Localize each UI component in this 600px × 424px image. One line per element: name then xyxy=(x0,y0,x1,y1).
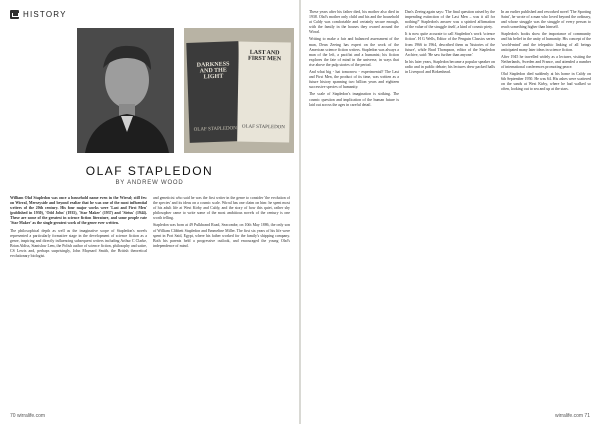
portrait-illustration xyxy=(77,28,174,153)
body-paragraph: It is now quite accurate to call Stapledon's work 'science fiction'. H G Wells, Editor of the Penguin Classics series from 1966 to 1964, described them as 'histories of the future', while Brad Thompson, editor of the Stapledon Archive, said: 'He saw further than anyone.' xyxy=(405,32,495,57)
body-paragraph: Dan's Zeeing again says: 'The final question raised by the impending extinction of the Last Men – was it all for nothing?' Stapledon's answer was a spirited affirmation of the value of the struggle itself, a kind of cosmic piety. xyxy=(405,10,495,30)
right-page xyxy=(301,0,600,424)
body-paragraph: In an earlier published and reworked novel 'The Sporting Saint', he wrote of a man who loved beyond the ordinary, and whose struggle was the struggle of every person to reach something higher than himself. xyxy=(501,10,591,30)
body-paragraph: Writing to make a fair and balanced assessment of the man, Dean Zeeing has expert on the work of the American science fiction writers. Stapledon was always a man of the left, a pacifist and a humanist; his fiction explores the fate of mind in the universe, in ways that rise above the pulp stories of the period. xyxy=(309,37,399,67)
book-title: DARKNESS AND THE LIGHT xyxy=(196,61,230,81)
right-body-columns xyxy=(309,10,591,406)
left-body-columns xyxy=(10,196,290,408)
body-paragraph: William Olaf Stapledon was once a household name even in the Wirral; still few on Wirral, Merseyside and beyond realize that he was one of the most influential writers of the 20th century. His four major works were 'Last and First Men' (published in 1930), 'Odd John' (1935), 'Star Maker' (1937) and 'Sirius' (1944). These are some of the greatest in science fiction literature, and some people rate 'Star Maker' as the single greatest work of the genre ever written. xyxy=(10,196,147,226)
article-byline: BY ANDREW WOOD xyxy=(115,180,184,186)
body-column xyxy=(501,10,591,406)
body-paragraph: In his later years, Stapledon became a popular speaker on radio and in public debate; his lectures drew packed halls in Liverpool and Birkenhead. xyxy=(405,59,495,75)
author-portrait-photo xyxy=(77,28,174,153)
section-label: HISTORY xyxy=(23,10,67,19)
page-folio: 70 wirralife.com xyxy=(10,413,46,419)
page-folio: wirralife.com 71 xyxy=(554,413,590,419)
body-column xyxy=(309,10,399,406)
article-title: OLAF STAPLEDON xyxy=(85,164,214,178)
book-covers-photo xyxy=(184,28,294,153)
left-page xyxy=(0,0,299,424)
book-title: LAST AND FIRST MEN xyxy=(247,49,282,63)
body-column xyxy=(405,10,495,406)
body-paragraph: These years after his father died, his mother also died in 1938. Olaf's mother only child and his and the household at Caldy was comfortable and certainly secure enough, with the family in the houses they owned around the Wirral. xyxy=(309,10,399,35)
body-column xyxy=(153,196,290,408)
body-paragraph: The scale of Stapledon's imagination is striking. The cosmic question and implication of the human future is laid out across the ages in careful detail. xyxy=(309,92,399,107)
body-paragraph: Stapledon's books show the importance of community and his belief in the unity of humanity. His concept of the 'world-mind' and the telepathic linking of all beings anticipated many later ideas in science fiction. xyxy=(501,32,591,52)
body-paragraph: The philosophical depth as well as the imaginative scope of Stapledon's novels represented a particularly formative stage in the development of science fiction as a genre, inspiring and directly influencing subsequent writers including Arthur C Clarke, Brian Aldiss, Stanislaw Lem, the Polish author of science fiction, philosophy and satire, CS Lewis and, perhaps surprisingly, John Maynard Smith, the British theoretical evolutionary biologist. xyxy=(10,228,147,259)
body-paragraph: Olaf Stapledon died suddenly at his home in Caldy on 6th September 1950. He was 64. His ashes were scattered on the sands at West Kirby, where he had walked so often, looking out to sea and up at the stars. xyxy=(501,72,591,92)
book-cover xyxy=(186,41,241,143)
book-author: OLAF STAPLEDON xyxy=(193,126,237,133)
body-column xyxy=(10,196,147,408)
body-paragraph: Stapledon was born at 49 Pulkbrand Road, Seacombe, on 10th May 1886, the only son of William Clibbett Stapledon and Emmeline Miller. The first six years of his life were spent in Port Said, Egypt, where his father worked for the family's shipping company. Both his parents held a progressive outlook, and encouraged the young Olaf's independence of mind. xyxy=(153,223,290,248)
section-tag xyxy=(10,10,67,19)
body-paragraph: And what big - hat tomorrow - experimental? The Last and First Men, the product of its time, was written as a future history spanning two billion years and eighteen successive species of humanity. xyxy=(309,70,399,90)
body-paragraph: After 1945 he travelled widely as a lecturer, visiting the Netherlands, Sweden and France, and attended a number of international conferences promoting peace. xyxy=(501,54,591,69)
history-icon xyxy=(10,10,19,19)
book-cover xyxy=(237,42,291,143)
body-paragraph: and geneticist who said he was the first writer in the genre to consider 'the evolution of the species' and its ideas on a cosmic scale. Wirral has one claim on him: he spent most of his adult life at West Kirby and Caldy, and the story of how this quiet, rather shy philosopher came to write some of the most ambitious novels of the century is one worth telling. xyxy=(153,196,290,221)
book-author: OLAF STAPLEDON xyxy=(241,124,285,131)
